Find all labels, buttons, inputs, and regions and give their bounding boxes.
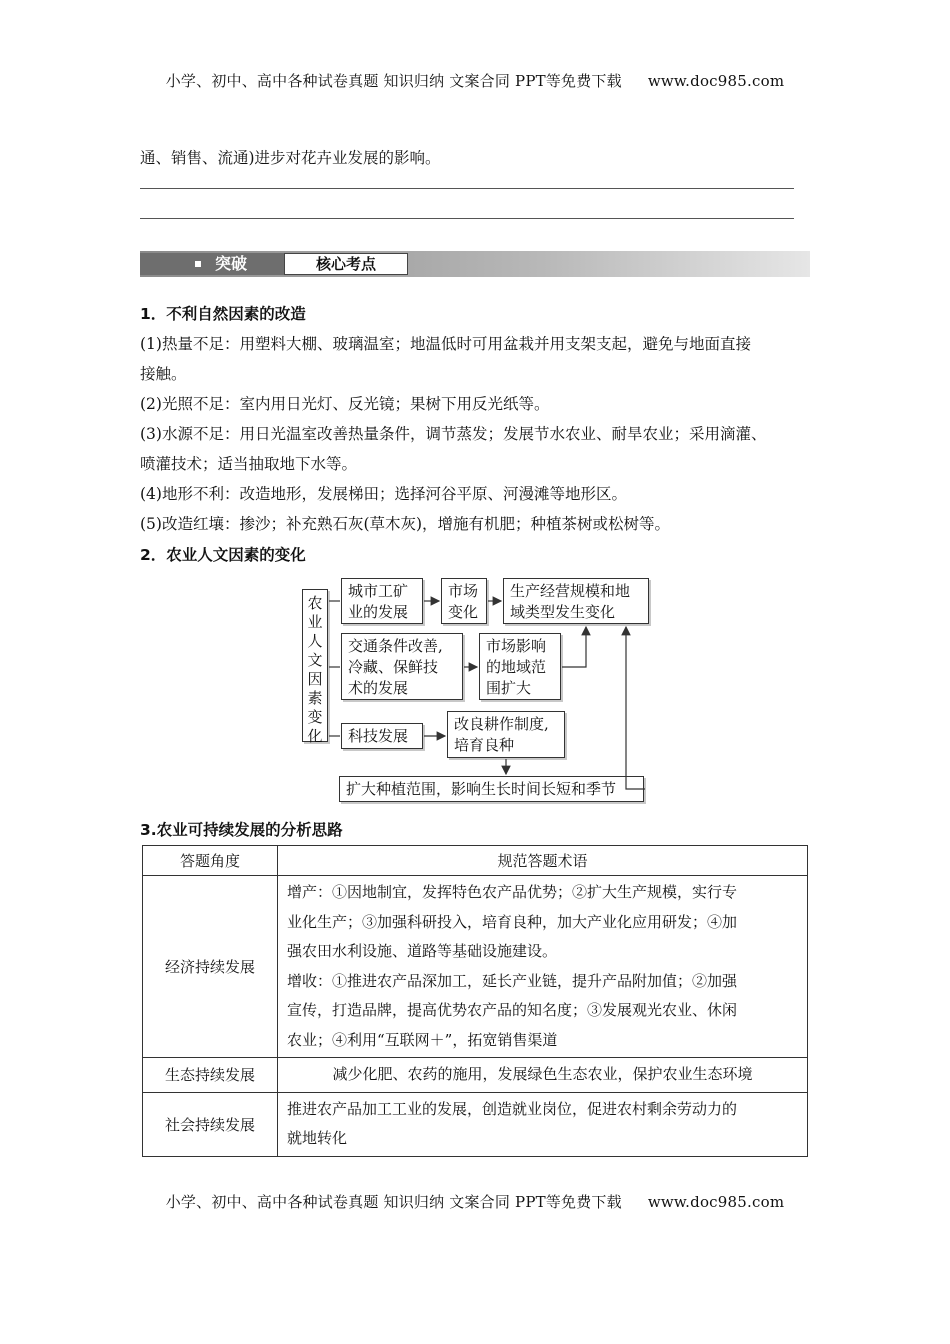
- box-market-change: [441, 578, 487, 624]
- box-scale-change-l1: 生产经营规模和地: [510, 582, 631, 600]
- footer-text: 小学、初中、高中各种试卷真题 知识归纳 文案合同 PPT等免费下载: [165, 1193, 622, 1211]
- square-bullet-icon: [195, 261, 201, 267]
- s1-line-1: 接触。: [140, 365, 187, 383]
- diagram-left-label: 农业人文因素变化: [302, 589, 328, 742]
- section2-title: 2．农业人文因素的变化: [140, 546, 306, 564]
- banner-label-box: [140, 253, 284, 275]
- arrow-b5-b3: [562, 627, 586, 667]
- answer-line-2: [140, 218, 794, 219]
- box-scale-change-l2: 域类型发生变化: [510, 603, 616, 621]
- box-technology: 科技发展: [341, 723, 423, 749]
- box-improve-farming-l2: 培育良种: [454, 736, 515, 754]
- box-transport: [341, 633, 463, 700]
- box-scale-change: [503, 578, 649, 624]
- table-head-terms: 规范答题术语: [278, 846, 808, 876]
- s1-line-2: (2)光照不足：室内用日光灯、反光镜；果树下用反光纸等。: [140, 395, 550, 413]
- box-expand-range: 扩大种植范围，影响生长时间长短和季节: [339, 776, 644, 802]
- box-improve-farming-l1: 改良耕作制度,: [454, 715, 549, 733]
- s1-line-0: (1)热量不足：用塑料大棚、玻璃温室；地温低时可用盆栽并用支架支起，避免与地面直接: [140, 335, 751, 353]
- row-terms: [278, 1092, 808, 1156]
- s1-line-6: (5)改造红壤：掺沙；补充熟石灰(草木灰)，增施有机肥；种植茶树或松树等。: [140, 515, 671, 533]
- row-line: 农业；④利用“互联网＋”，拓宽销售渠道: [287, 1030, 558, 1049]
- row-line: 推进农产品加工工业的发展，创造就业岗位，促进农村剩余劳动力的: [287, 1099, 738, 1118]
- box-transport-l2: 冷藏、保鲜技: [348, 658, 439, 676]
- s1-line-4: 喷灌技术；适当抽取地下水等。: [140, 455, 358, 473]
- section3-title: 3.农业可持续发展的分析思路: [140, 821, 343, 839]
- row-line: 减少化肥、农药的施用，发展绿色生态农业，保护农业生态环境: [332, 1065, 753, 1083]
- answer-line-1: [140, 188, 794, 189]
- box-urban-industry: [341, 578, 423, 624]
- box-market-range-l2: 的地域范: [486, 658, 547, 676]
- header-text: 小学、初中、高中各种试卷真题 知识归纳 文案合同 PPT等免费下载: [165, 72, 622, 90]
- banner-tab: 核心考点: [284, 253, 408, 275]
- box-market-change-l2: 变化: [448, 603, 479, 621]
- s1-line-5: (4)地形不利：改造地形，发展梯田；选择河谷平原、河漫滩等地形区。: [140, 485, 627, 503]
- row-angle: 生态持续发展: [143, 1058, 278, 1093]
- header-url[interactable]: www.doc985.com: [647, 72, 785, 90]
- row-line: 强农田水利设施、道路等基础设施建设。: [287, 942, 558, 960]
- row-line: 业化生产；③加强科研投入，培育良种，加大产业化应用研发；④加: [287, 912, 738, 931]
- box-market-range-l3: 围扩大: [486, 679, 532, 697]
- box-urban-industry-l2: 业的发展: [348, 603, 409, 621]
- row-line: 就地转化: [287, 1129, 348, 1147]
- table-row: [143, 1092, 808, 1156]
- box-improve-farming: [447, 711, 565, 758]
- row-line: 宣传，打造品牌，提高优势农产品的知名度；③发展观光农业、休闲: [287, 1001, 738, 1019]
- row-angle: 经济持续发展: [143, 876, 278, 1058]
- arrow-b8-b3: [626, 627, 645, 789]
- box-transport-l1: 交通条件改善,: [348, 637, 443, 655]
- table-header-row: [143, 846, 808, 876]
- table-row: [143, 876, 808, 1058]
- s1-line-3: (3)水源不足：用日光温室改善热量条件，调节蒸发；发展节水农业、耐旱农业；采用滴灌、: [140, 425, 767, 443]
- section1-title: 1．不利自然因素的改造: [140, 305, 306, 323]
- box-transport-l3: 术的发展: [348, 679, 409, 697]
- box-market-range-l1: 市场影响: [486, 637, 547, 655]
- intro-line: 通、销售、流通)进步对花卉业发展的影响。: [140, 149, 441, 167]
- analysis-table: [142, 845, 808, 1157]
- row-angle: 社会持续发展: [143, 1092, 278, 1156]
- section-banner: [140, 251, 810, 277]
- table-head-angle: 答题角度: [143, 846, 278, 876]
- page-header: [0, 70, 950, 91]
- box-urban-industry-l1: 城市工矿: [348, 582, 409, 600]
- row-line: 增收：①推进农产品深加工，延长产业链，提升产品附加值；②加强: [287, 971, 738, 990]
- row-line: 增产：①因地制宜，发挥特色农产品优势；②扩大生产规模，实行专: [287, 883, 738, 901]
- row-terms: [278, 876, 808, 1058]
- page-footer: [0, 1191, 950, 1212]
- box-market-range: [479, 633, 561, 700]
- box-market-change-l1: 市场: [448, 582, 479, 600]
- footer-url[interactable]: www.doc985.com: [647, 1193, 785, 1211]
- table-row: [143, 1058, 808, 1093]
- row-terms: [278, 1058, 808, 1093]
- banner-label: 突破: [215, 254, 248, 273]
